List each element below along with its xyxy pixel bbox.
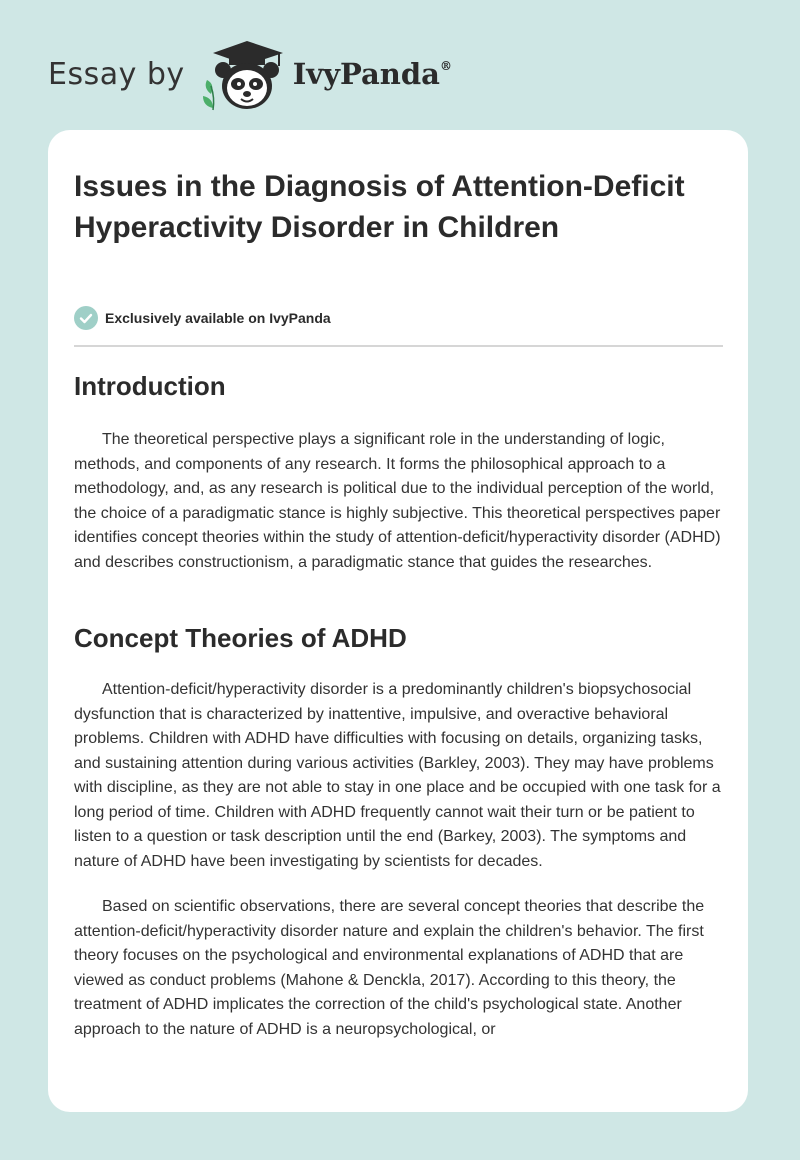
panda-logo-icon[interactable]	[199, 36, 289, 112]
paragraph: Attention-deficit/hyperactivity disorder is a predominantly children's biopsychosocial dysfunction that is characterized by inattentive, impulsive, and overactive behavioral problems. Children with ADHD have difficulties with focusing on details, organizing tasks, and sustaining attention during various activities (Barkley, 2003). They may have problems with discipline, as they are not able to stay in one place and be occupied with one task for a long period of time. Children with ADHD frequently cannot wait their turn or be patient to listen to a question or task description until the end (Barkey, 2003). The symptoms and nature of ADHD have been investigating by scientists for decades.	[74, 681, 721, 870]
article-card	[48, 130, 748, 1112]
paragraph: Based on scientific observations, there are several concept theories that describe the attention-deficit/hyperactivity disorder nature and explain the children's behavior. The first theory focuses on the psychological and environmental explanations of ADHD that are viewed as conduct problems (Mahone & Denckla, 2017). According to this theory, the treatment of ADHD implicates the correction of the child's psychological state. Another approach to the nature of ADHD is a neuropsychological, or	[74, 898, 705, 1038]
registered-mark: ®	[439, 59, 452, 73]
divider	[74, 345, 723, 347]
site-header	[48, 36, 452, 112]
section-heading: Introduction	[74, 371, 226, 401]
exclusive-label: Exclusively available on IvyPanda	[105, 310, 331, 326]
exclusive-badge	[74, 306, 331, 330]
article-title: Issues in the Diagnosis of Attention-Deficit Hyperactivity Disorder in Children	[74, 170, 685, 244]
brand-name[interactable]: IvyPanda®	[292, 57, 452, 91]
paragraph: The theoretical perspective plays a significant role in the understanding of logic, methods, and components of any research. It forms the philosophical approach to a methodology, and, as any research is political due to the individual perception of the world, the choice of a paradigmatic stance is highly subjective. This theoretical perspectives paper identifies concept theories within the study of attention-deficit/hyperactivity disorder (ADHD) and describes constructionism, a paradigmatic stance that guides the researches.	[74, 431, 721, 571]
essay-by-label: Essay by	[48, 56, 185, 92]
check-circle-icon	[74, 306, 98, 330]
section-heading: Concept Theories of ADHD	[74, 623, 407, 653]
